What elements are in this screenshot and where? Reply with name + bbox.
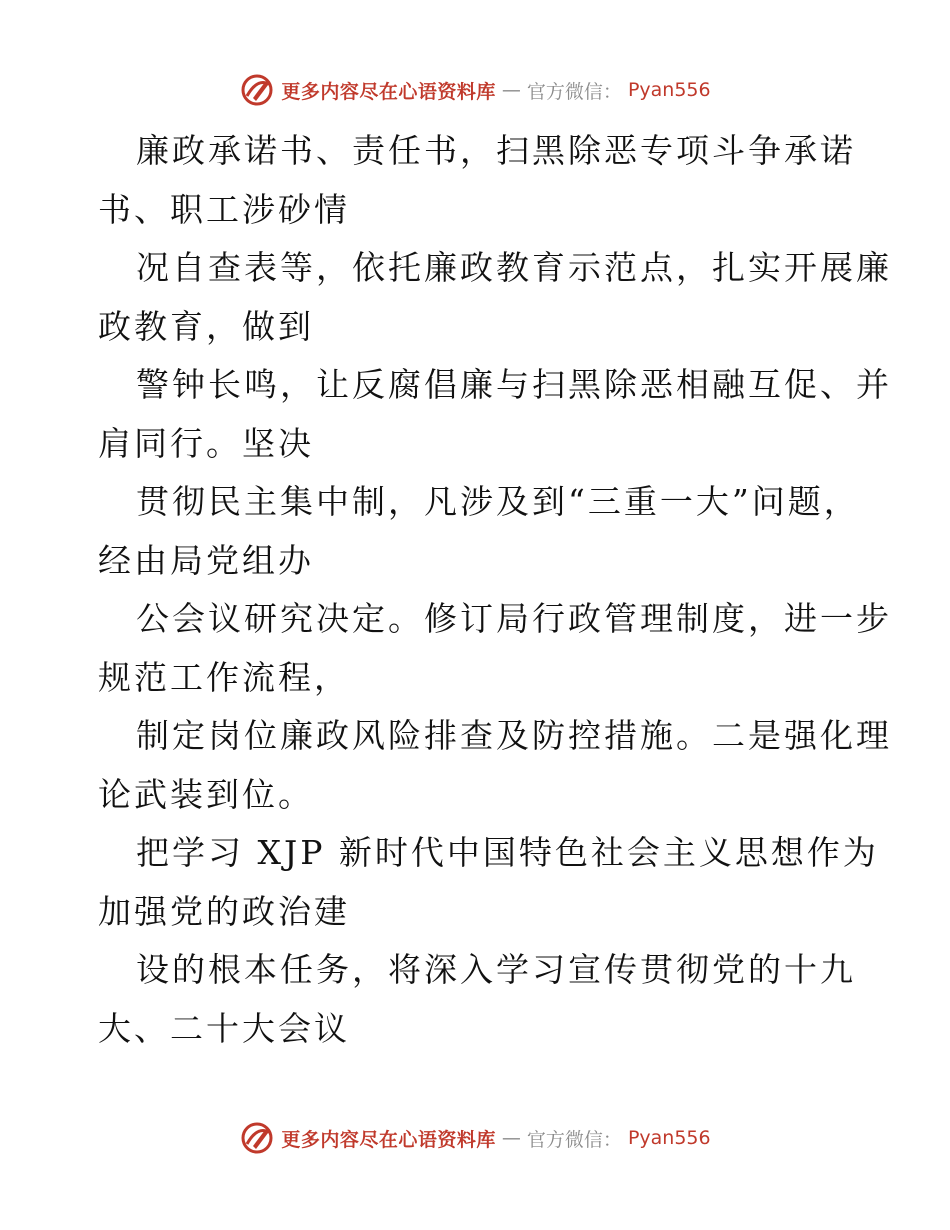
banner-brand-text: 更多内容尽在心语资料库 xyxy=(281,80,496,103)
banner-brand-text: 更多内容尽在心语资料库 xyxy=(281,1128,496,1151)
header-banner xyxy=(0,70,950,110)
body-line: 规范工作流程， xyxy=(98,657,350,697)
footer-banner xyxy=(0,1118,950,1158)
banner-wechat-label: 官方微信： xyxy=(526,1128,622,1151)
body-line: 把学习 XJP 新时代中国特色社会主义思想作为 xyxy=(136,833,879,872)
body-line: 况自查表等，依托廉政教育示范点，扎实开展廉 xyxy=(136,248,892,287)
body-line: 大、二十大会议 xyxy=(98,1008,350,1048)
body-line: 论武装到位。 xyxy=(98,774,314,814)
banner-wechat-id: Pyan556 xyxy=(627,1127,711,1149)
body-line: 经由局党组办 xyxy=(98,540,314,580)
body-line: 公会议研究决定。修订局行政管理制度，进一步 xyxy=(136,599,892,638)
banner-wechat-label: 官方微信： xyxy=(526,80,622,103)
body-line: 设的根本任务，将深入学习宣传贯彻党的十九 xyxy=(136,950,856,989)
pen-swirl-logo-icon xyxy=(239,72,275,108)
banner-separator: — xyxy=(501,1127,521,1149)
body-line: 贯彻民主集中制，凡涉及到“三重一大”问题， xyxy=(136,482,860,521)
pen-swirl-logo-icon xyxy=(239,1120,275,1156)
body-line: 制定岗位廉政风险排查及防控措施。二是强化理 xyxy=(136,716,892,755)
body-line: 政教育，做到 xyxy=(98,306,314,346)
body-line: 廉政承诺书、责任书，扫黑除恶专项斗争承诺 xyxy=(136,131,856,170)
body-line: 肩同行。坚决 xyxy=(98,423,314,463)
document-body xyxy=(98,122,892,1058)
banner-wechat-id: Pyan556 xyxy=(627,79,711,101)
body-line: 书、职工涉砂情 xyxy=(98,189,350,229)
body-line: 加强党的政治建 xyxy=(98,891,350,931)
banner-separator: — xyxy=(501,79,521,101)
body-line: 警钟长鸣，让反腐倡廉与扫黑除恶相融互促、并 xyxy=(136,365,892,404)
